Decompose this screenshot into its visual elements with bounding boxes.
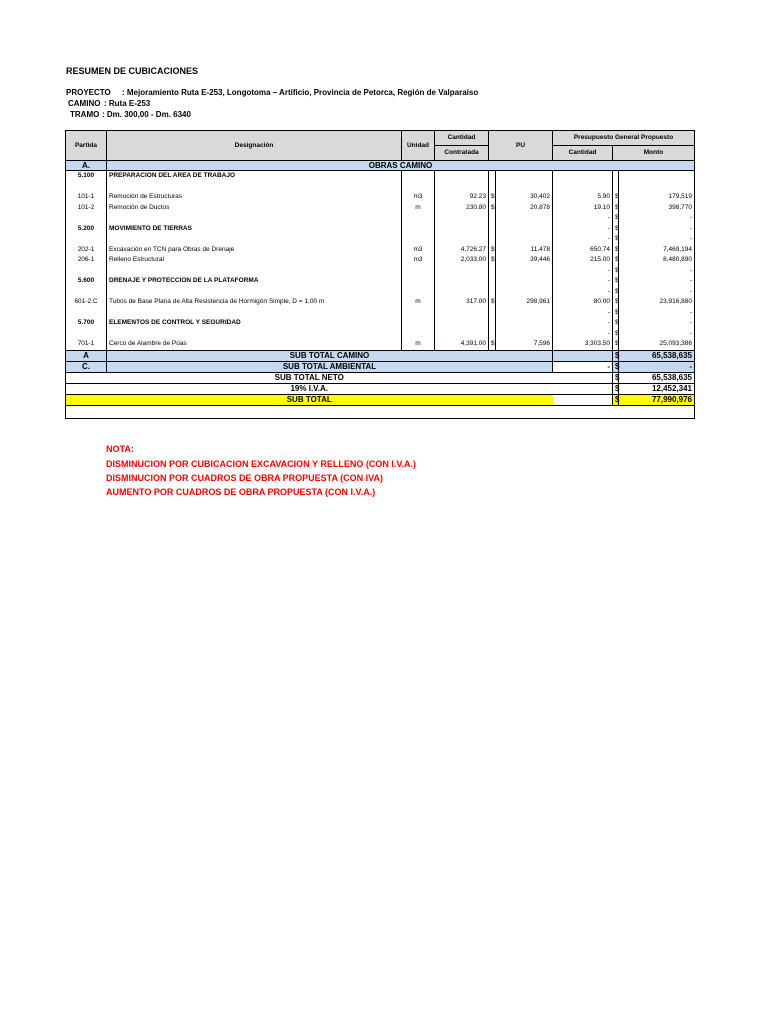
cell-pu-sign	[489, 171, 496, 182]
cell-monto-sign: $	[613, 308, 619, 319]
cell-partida: 701-1	[66, 339, 107, 350]
cell-monto: -	[619, 287, 695, 298]
info-proyecto-label: PROYECTO	[66, 88, 111, 97]
cell-cantidad-contratada	[435, 329, 489, 340]
header-monto: Monto	[613, 146, 695, 161]
cell-cantidad-contratada	[435, 318, 489, 329]
cell-monto-sign: $	[613, 276, 619, 287]
cell-designacion	[107, 213, 402, 224]
cell-cantidad-contratada	[435, 234, 489, 245]
cell-monto: 23,916,880	[619, 297, 695, 308]
cell-pu-sign: $	[489, 245, 496, 256]
cell-unidad	[402, 171, 435, 182]
section-row	[66, 161, 695, 171]
header-row-1	[66, 131, 695, 146]
cell-pu: 39,446	[496, 255, 553, 266]
subtotal-camino-cantidad	[553, 350, 613, 361]
cell-cantidad-contratada: 4,391.00	[435, 339, 489, 350]
cell-monto-sign: $	[613, 318, 619, 329]
cell-unidad	[402, 276, 435, 287]
cell-pu	[496, 266, 553, 277]
sub-total-sign: $	[613, 394, 619, 405]
cell-pu	[496, 276, 553, 287]
cell-monto: 25,093,386	[619, 339, 695, 350]
cell-pu-sign	[489, 287, 496, 298]
section-code: A.	[66, 161, 107, 171]
cell-cantidad-contratada: 2,033.00	[435, 255, 489, 266]
cell-pu-sign: $	[489, 339, 496, 350]
cell-cantidad-contratada: 317.00	[435, 297, 489, 308]
cell-designacion: Remoción de Estructuras	[107, 192, 402, 203]
cell-unidad: m3	[402, 255, 435, 266]
cell-monto-sign: $	[613, 287, 619, 298]
subtotal-ambiental-sign: $	[613, 361, 619, 372]
cell-unidad	[402, 213, 435, 224]
table-row	[66, 224, 695, 235]
table-row	[66, 276, 695, 287]
table-end-row	[66, 405, 695, 418]
cell-cantidad: 80.00	[553, 297, 613, 308]
cell-cantidad: -	[553, 213, 613, 224]
cell-partida	[66, 329, 107, 340]
cell-designacion: MOVIMIENTO DE TIERRAS	[107, 224, 402, 235]
header-designacion: Designación	[107, 131, 402, 161]
cell-pu-sign	[489, 308, 496, 319]
table-row	[66, 255, 695, 266]
sub-total-value: 77,990,976	[619, 394, 695, 405]
cell-designacion: PREPARACION DEL AREA DE TRABAJO	[107, 171, 402, 182]
cell-cantidad-contratada	[435, 213, 489, 224]
cell-unidad	[402, 329, 435, 340]
cell-unidad: m	[402, 339, 435, 350]
subtotal-ambiental-label: SUB TOTAL AMBIENTAL	[107, 361, 553, 372]
cell-unidad	[402, 234, 435, 245]
cell-designacion	[107, 234, 402, 245]
cell-cantidad: 5.90	[553, 192, 613, 203]
cell-designacion	[107, 308, 402, 319]
cell-cantidad: -	[553, 276, 613, 287]
info-proyecto-value: : Mejoramiento Ruta E-253, Longotoma – Artificio, Provincia de Petorca, Región de Valparaíso	[122, 88, 479, 97]
cell-unidad	[402, 308, 435, 319]
table-end-cell	[66, 405, 695, 418]
cell-designacion: DRENAJE Y PROTECCION DE LA PLATAFORMA	[107, 276, 402, 287]
cell-designacion: Tubos de Base Plana de Alta Resistencia de Hormigón Simple, D = 1,00 m	[107, 297, 402, 308]
info-camino-value: : Ruta E-253	[104, 99, 151, 108]
cell-cantidad: 215.00	[553, 255, 613, 266]
cell-pu-sign: $	[489, 203, 496, 214]
info-tramo-label: TRAMO	[70, 110, 100, 119]
subtotal-ambiental-code: C.	[66, 361, 107, 372]
cell-pu	[496, 308, 553, 319]
cell-monto-sign: $	[613, 192, 619, 203]
note-title: NOTA:	[106, 444, 134, 454]
cell-pu	[496, 234, 553, 245]
cell-pu-sign	[489, 234, 496, 245]
table-row	[66, 234, 695, 245]
cell-designacion	[107, 329, 402, 340]
cell-partida	[66, 234, 107, 245]
cell-pu-sign: $	[489, 297, 496, 308]
cell-cantidad-contratada	[435, 287, 489, 298]
subtotal-neto-blank	[553, 372, 613, 383]
cell-monto: -	[619, 266, 695, 277]
cell-pu: 20,878	[496, 203, 553, 214]
cell-designacion: ELEMENTOS DE CONTROL Y SEGURIDAD	[107, 318, 402, 329]
cell-unidad: m3	[402, 245, 435, 256]
cell-monto: 179,519	[619, 192, 695, 203]
cell-cantidad-contratada: 230.80	[435, 203, 489, 214]
cell-unidad: m	[402, 297, 435, 308]
cell-monto: -	[619, 329, 695, 340]
cell-pu-sign	[489, 318, 496, 329]
cell-partida: 101-1	[66, 192, 107, 203]
header-presupuesto: Presupuesto General Propuesto	[553, 131, 695, 146]
cell-unidad	[402, 182, 435, 193]
table-row	[66, 297, 695, 308]
subtotal-camino-code: A	[66, 350, 107, 361]
cell-designacion: Remoción de Ductos	[107, 203, 402, 214]
cell-cantidad-contratada	[435, 224, 489, 235]
cell-monto: -	[619, 213, 695, 224]
header-partida: Partida	[66, 131, 107, 161]
subtotal-neto-sign: $	[613, 372, 619, 383]
table-row	[66, 171, 695, 182]
cell-cantidad-contratada	[435, 171, 489, 182]
cell-partida: 5.700	[66, 318, 107, 329]
info-proyecto	[66, 88, 479, 97]
subtotal-ambiental-cantidad: -	[553, 361, 613, 372]
note-line-2: DISMINUCION POR CUADROS DE OBRA PROPUESTA (CON IVA)	[106, 473, 384, 483]
cell-pu	[496, 182, 553, 193]
cell-pu: 11,478	[496, 245, 553, 256]
header-cantidad-1: Cantidad	[435, 131, 489, 146]
cell-unidad: m	[402, 203, 435, 214]
cell-cantidad: -	[553, 287, 613, 298]
header-unidad: Unidad	[402, 131, 435, 161]
cell-partida	[66, 182, 107, 193]
note-line-1: DISMINUCION POR CUBICACION EXCAVACION Y RELLENO (CON I.V.A.)	[106, 459, 417, 469]
header-pu: PU	[489, 131, 553, 161]
cell-cantidad: -	[553, 318, 613, 329]
note-line-3: AUMENTO POR CUADROS DE OBRA PROPUESTA (CON I.V.A.)	[106, 487, 376, 497]
subtotal-camino-row	[66, 350, 695, 361]
cell-monto-sign: $	[613, 203, 619, 214]
info-camino	[68, 99, 151, 108]
cell-monto: -	[619, 318, 695, 329]
cell-cantidad-contratada	[435, 276, 489, 287]
cell-monto	[619, 182, 695, 193]
cell-pu	[496, 171, 553, 182]
iva-row	[66, 383, 695, 394]
cell-cantidad: 3,303.50	[553, 339, 613, 350]
cell-cantidad-contratada	[435, 182, 489, 193]
cell-partida: 601-2.C	[66, 297, 107, 308]
cell-monto: 7,469,194	[619, 245, 695, 256]
table-row	[66, 182, 695, 193]
iva-value: 12,452,341	[619, 383, 695, 394]
cell-unidad: m3	[402, 192, 435, 203]
cell-cantidad: -	[553, 308, 613, 319]
cell-monto-sign: $	[613, 297, 619, 308]
info-tramo-value: : Dm. 300,00 - Dm. 6340	[102, 110, 191, 119]
table-row	[66, 287, 695, 298]
cell-designacion: Excavación en TCN para Obras de Drenaje	[107, 245, 402, 256]
cell-partida	[66, 287, 107, 298]
cell-cantidad: -	[553, 329, 613, 340]
cell-pu-sign	[489, 266, 496, 277]
cell-pu	[496, 318, 553, 329]
cell-partida	[66, 308, 107, 319]
table-row	[66, 339, 695, 350]
header-cantidad-2: Contratada	[435, 146, 489, 161]
cell-cantidad: 650.74	[553, 245, 613, 256]
cell-partida	[66, 213, 107, 224]
cell-partida	[66, 266, 107, 277]
cell-pu-sign	[489, 213, 496, 224]
cell-monto-sign: $	[613, 213, 619, 224]
cell-pu-sign	[489, 182, 496, 193]
cell-monto-sign: $	[613, 329, 619, 340]
cell-pu: 30,402	[496, 192, 553, 203]
cell-pu: 7,596	[496, 339, 553, 350]
cell-monto: 8,480,890	[619, 255, 695, 266]
info-tramo	[70, 110, 191, 119]
cell-cantidad: -	[553, 266, 613, 277]
cell-cantidad	[553, 182, 613, 193]
cell-cantidad	[553, 171, 613, 182]
cell-partida: 5.200	[66, 224, 107, 235]
document-title: RESUMEN DE CUBICACIONES	[66, 66, 199, 76]
info-camino-label: CAMINO	[68, 99, 101, 108]
sub-total-row	[66, 394, 695, 405]
cell-pu	[496, 213, 553, 224]
cell-cantidad: -	[553, 224, 613, 235]
cell-pu-sign	[489, 276, 496, 287]
cell-monto: 398,770	[619, 203, 695, 214]
cell-designacion: Cerco de Alambre de Púas	[107, 339, 402, 350]
cell-monto: -	[619, 276, 695, 287]
table-row	[66, 213, 695, 224]
cell-monto-sign: $	[613, 339, 619, 350]
subtotal-neto-row	[66, 372, 695, 383]
cell-partida: 5.600	[66, 276, 107, 287]
subtotal-neto-label: SUB TOTAL NETO	[66, 372, 553, 383]
cell-monto-sign: $	[613, 255, 619, 266]
cell-monto-sign: $	[613, 245, 619, 256]
cell-cantidad: 19.10	[553, 203, 613, 214]
subtotal-ambiental-row	[66, 361, 695, 372]
cell-unidad	[402, 266, 435, 277]
cell-unidad	[402, 287, 435, 298]
cell-cantidad-contratada: 92.23	[435, 192, 489, 203]
cell-cantidad: -	[553, 234, 613, 245]
cell-designacion	[107, 266, 402, 277]
cell-designacion	[107, 182, 402, 193]
cell-partida: 202-1	[66, 245, 107, 256]
table-row	[66, 203, 695, 214]
cell-pu	[496, 287, 553, 298]
iva-sign: $	[613, 383, 619, 394]
cell-pu	[496, 224, 553, 235]
sub-total-blank	[553, 394, 613, 405]
cell-cantidad-contratada	[435, 266, 489, 277]
cell-monto: -	[619, 234, 695, 245]
table-row	[66, 266, 695, 277]
cell-pu-sign	[489, 329, 496, 340]
iva-blank	[553, 383, 613, 394]
subtotal-ambiental-value: -	[619, 361, 695, 372]
cell-monto	[619, 171, 695, 182]
table-row	[66, 329, 695, 340]
cubicaciones-table	[65, 130, 695, 419]
cell-partida: 206-1	[66, 255, 107, 266]
sub-total-label: SUB TOTAL	[66, 394, 553, 405]
table-row	[66, 192, 695, 203]
section-label: OBRAS CAMINO	[107, 161, 695, 171]
subtotal-neto-value: 65,538,635	[619, 372, 695, 383]
cell-cantidad-contratada	[435, 308, 489, 319]
subtotal-camino-sign: $	[613, 350, 619, 361]
cell-monto-sign: $	[613, 266, 619, 277]
cell-partida: 5.100	[66, 171, 107, 182]
cell-monto: -	[619, 308, 695, 319]
table-row	[66, 308, 695, 319]
cell-partida: 101-2	[66, 203, 107, 214]
cell-monto: -	[619, 224, 695, 235]
cell-designacion: Relleno Estructural	[107, 255, 402, 266]
cell-monto-sign: $	[613, 224, 619, 235]
cell-unidad	[402, 318, 435, 329]
cell-monto-sign: $	[613, 234, 619, 245]
cell-designacion	[107, 287, 402, 298]
cell-pu	[496, 329, 553, 340]
table-row	[66, 245, 695, 256]
cell-pu: 298,961	[496, 297, 553, 308]
cell-pu-sign: $	[489, 255, 496, 266]
subtotal-camino-label: SUB TOTAL CAMINO	[107, 350, 553, 361]
cell-pu-sign	[489, 224, 496, 235]
table-row	[66, 318, 695, 329]
cell-cantidad-contratada: 4,726.27	[435, 245, 489, 256]
subtotal-camino-value: 65,538,635	[619, 350, 695, 361]
iva-label: 19% I.V.A.	[66, 383, 553, 394]
header-cantidad: Cantidad	[553, 146, 613, 161]
cell-unidad	[402, 224, 435, 235]
cell-pu-sign: $	[489, 192, 496, 203]
